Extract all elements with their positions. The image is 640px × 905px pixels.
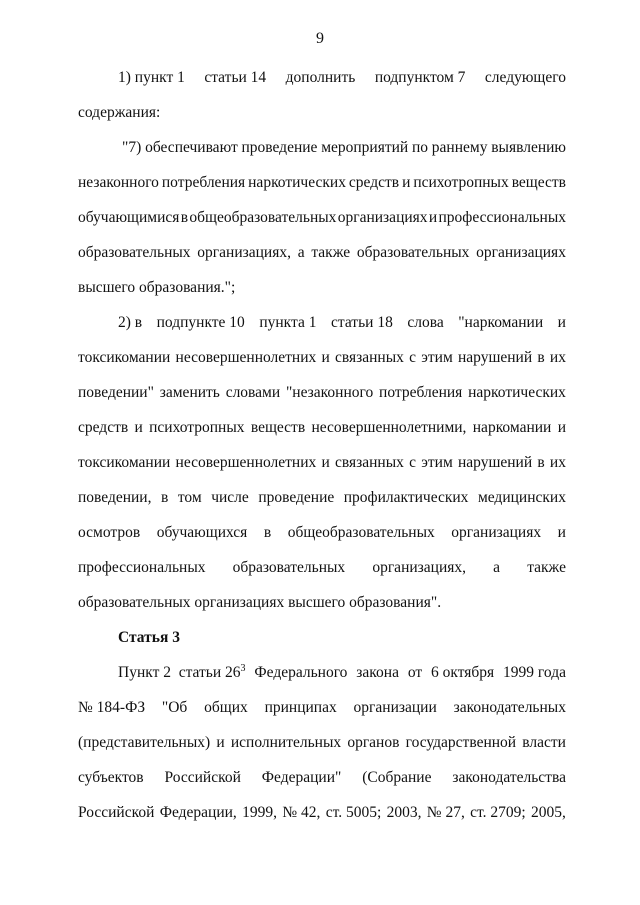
superscript: 3 — [240, 662, 246, 674]
text-word: профессиональных — [438, 209, 566, 226]
text-word: обучающимися — [78, 209, 180, 226]
text-word: и — [321, 454, 330, 471]
text-word: проведение — [241, 139, 318, 156]
text-word: слова — [407, 314, 444, 331]
text-word: № 184-ФЗ — [78, 699, 146, 716]
text-word: профилактических — [343, 489, 469, 506]
text-word: закона — [356, 664, 399, 681]
paragraph-line — [78, 208, 566, 228]
text-word: несовершеннолетними, — [311, 419, 467, 436]
text-word: ст. 5005; — [325, 804, 382, 821]
text-word: веществ — [511, 174, 566, 191]
text-word: медицинских — [477, 489, 566, 506]
text-word: незаконного — [78, 174, 159, 191]
paragraph-line — [78, 383, 566, 403]
text-word: № 42, — [282, 804, 321, 821]
text-word: и — [321, 349, 330, 366]
text-word: и — [402, 174, 411, 191]
paragraph-line — [78, 418, 566, 438]
text-word: несовершеннолетних — [175, 349, 317, 366]
paragraph-line — [78, 733, 566, 753]
text-word: связанных — [335, 454, 404, 471]
text-word: поведении" — [78, 384, 154, 401]
text-word — [118, 663, 246, 683]
text-word: 1) пункт 1 — [118, 69, 185, 86]
paragraph-line — [78, 593, 441, 613]
text-word: организациях, — [197, 244, 291, 261]
text-word: а — [297, 244, 305, 261]
text-word: 1999, — [242, 804, 277, 821]
text-word: государственной — [405, 734, 517, 751]
text-word: числе — [211, 489, 249, 506]
text-word: от — [407, 664, 423, 681]
text-word: принципах — [264, 699, 337, 716]
paragraph-line — [118, 313, 566, 333]
text-word: законодательства — [452, 769, 566, 786]
text-word: № 27, — [426, 804, 465, 821]
text-word: статьи 18 — [330, 314, 393, 331]
text-word: Российской — [78, 804, 155, 821]
text-word: организациях — [451, 524, 542, 541]
text-word: образовательных организациях высшего образования". — [78, 594, 442, 611]
text-word: обучающихся — [156, 524, 248, 541]
text-word: и — [428, 209, 438, 226]
text-word: поведении, — [78, 489, 152, 506]
text-word: этим — [421, 349, 453, 366]
text-word: потребления — [161, 174, 246, 191]
text-word: с — [409, 454, 416, 471]
text-word: "7) обеспечивают — [122, 139, 238, 156]
paragraph-line — [78, 523, 566, 543]
paragraph-line — [78, 488, 566, 508]
text-word: по — [411, 139, 429, 156]
text-word: 6 октября — [431, 664, 495, 681]
text-word: общеобразовательных — [189, 209, 337, 226]
text-word: (представительных) — [78, 734, 211, 751]
text-word: проведение — [258, 489, 335, 506]
text-word: 2005, — [531, 804, 566, 821]
text-word: и — [557, 419, 566, 436]
paragraph-line — [78, 103, 160, 123]
paragraph-line — [118, 68, 566, 88]
text-word: в — [537, 349, 545, 366]
text-word: токсикомании — [78, 454, 171, 471]
text-word: в — [180, 209, 189, 226]
paragraph-line — [78, 243, 566, 263]
text-word: организациях — [337, 209, 428, 226]
text-word: связанных — [335, 349, 404, 366]
text-word: нарушений — [457, 454, 533, 471]
text-word: средств — [348, 174, 400, 191]
text-word: психотропных — [149, 419, 245, 436]
text-word: их — [549, 349, 566, 366]
text-word: "наркомании — [458, 314, 544, 331]
text-word: "Об — [161, 699, 188, 716]
text-word: дополнить — [285, 69, 356, 86]
text-word: наркомании — [472, 419, 552, 436]
paragraph-line — [78, 698, 566, 718]
text-word: и — [557, 314, 566, 331]
text-word: образовательных — [78, 244, 191, 261]
text-word: с — [409, 349, 416, 366]
text-word: ст. 2709; — [470, 804, 526, 821]
text-word: содержания: — [78, 104, 161, 121]
article-heading: Статья 3 — [118, 629, 180, 646]
text-word: веществ — [250, 419, 306, 436]
text-word: и — [557, 524, 566, 541]
text-word: том — [177, 489, 202, 506]
paragraph-line — [122, 138, 566, 158]
text-word: исполнительных — [230, 734, 342, 751]
text-word: также — [527, 559, 566, 576]
text-word: Федерального — [254, 664, 348, 681]
text-word: выявлению — [491, 139, 566, 156]
text-word: пункта 1 — [259, 314, 317, 331]
text-word: осмотров — [78, 524, 141, 541]
text-word: психотропных — [413, 174, 509, 191]
text-word: в — [161, 489, 169, 506]
text-word: власти — [522, 734, 566, 751]
text-word: также — [311, 244, 351, 261]
paragraph-line — [118, 663, 566, 683]
text-word: субъектов — [78, 769, 144, 786]
text-word: общеобразовательных — [287, 524, 435, 541]
text-word: подпунктом 7 — [374, 69, 466, 86]
text-word: нарушений — [457, 349, 533, 366]
text-word: организациях — [476, 244, 566, 261]
text-word: потребления — [379, 384, 463, 401]
text-word: 2003, — [386, 804, 422, 821]
text-word: раннему — [431, 139, 488, 156]
text-word: их — [549, 454, 566, 471]
text-word: высшего образования."; — [78, 279, 236, 296]
text-word: в — [263, 524, 272, 541]
text-word: организации — [353, 699, 437, 716]
text-word: в — [537, 454, 545, 471]
paragraph-line — [78, 558, 566, 578]
text-word: организациях, — [372, 559, 467, 576]
text-word: "незаконного — [285, 384, 374, 401]
text-word: Российской — [164, 769, 241, 786]
text-word: статьи 14 — [204, 69, 267, 86]
text-word: 1999 года — [503, 664, 566, 681]
text-word: и — [134, 419, 143, 436]
text-word: (Собрание — [362, 769, 432, 786]
paragraph-line — [78, 348, 566, 368]
text-word: следующего — [484, 69, 566, 86]
text-word: наркотических — [468, 384, 566, 401]
text-word: и — [216, 734, 225, 751]
text-word: а — [493, 559, 501, 576]
paragraph-line — [78, 173, 566, 193]
text-word: этим — [421, 454, 453, 471]
text-word: наркотических — [248, 174, 346, 191]
text-word: образовательных — [232, 559, 346, 576]
text-word: словами — [225, 384, 281, 401]
paragraph-line — [78, 803, 566, 823]
page-number: 9 — [316, 30, 324, 47]
text-word: Пункт 2 статьи 26 — [118, 664, 241, 681]
text-word: средств — [78, 419, 129, 436]
text-word: заменить — [159, 384, 220, 401]
text-word: Федерации, — [159, 804, 237, 821]
text-word: мероприятий — [321, 139, 409, 156]
text-word: 2) в — [118, 314, 143, 331]
text-word: подпункте 10 — [156, 314, 245, 331]
paragraph-line — [78, 453, 566, 473]
text-word: Федерации" — [261, 769, 342, 786]
text-word: профессиональных — [78, 559, 206, 576]
text-word: законодательных — [453, 699, 566, 716]
paragraph-line — [78, 768, 566, 788]
text-word: общих — [204, 699, 248, 716]
paragraph-line — [78, 278, 235, 298]
text-word: несовершеннолетних — [175, 454, 317, 471]
text-word: токсикомании — [78, 349, 171, 366]
text-word: образовательных — [356, 244, 470, 261]
text-word: органов — [347, 734, 400, 751]
